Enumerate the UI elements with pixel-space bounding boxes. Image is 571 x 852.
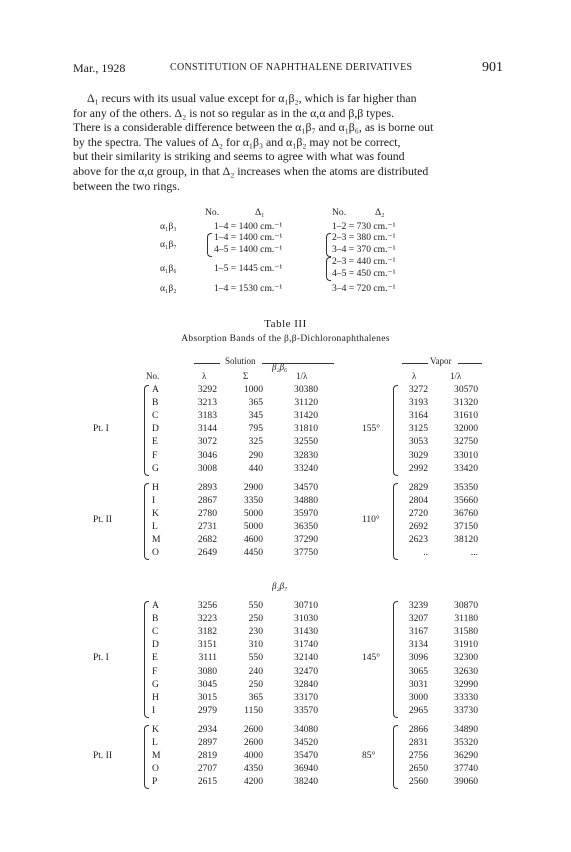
cell-inv-lambda-vapor: 31320 (454, 397, 478, 409)
temperature-label: 155° (362, 423, 381, 434)
cell-sigma: 795 (248, 423, 263, 435)
vapor-rule-right (458, 363, 482, 364)
row-id: L (152, 737, 158, 748)
cell-sigma: 550 (248, 652, 263, 664)
temperature-label: 145° (362, 652, 381, 663)
delta-label: α₁β₆ (160, 263, 177, 274)
body-paragraph (73, 91, 505, 193)
cell-inv-lambda: 31030 (294, 613, 318, 625)
row-id: F (152, 665, 158, 677)
cell-inv-lambda-vapor: 31580 (454, 626, 478, 638)
part-label: Pt. I (93, 423, 109, 434)
delta-value: 1–4 = 1400 cm.⁻¹ (214, 232, 283, 243)
part-label: Pt. II (93, 515, 112, 525)
brace (326, 233, 331, 257)
cell-lambda-vapor: 3031 (408, 678, 428, 690)
row-id: B (152, 613, 159, 625)
delta-col-d1: Δ₁ (255, 207, 265, 218)
cell-sigma: 4000 (243, 750, 263, 762)
cell-lambda-vapor: 3207 (408, 613, 428, 625)
delta-label: α₁β₃ (160, 221, 177, 232)
cell-lambda-vapor: 3065 (408, 665, 428, 677)
para-line: There is a considerable difference between the α₁β₇ and α₁β₆, as is borne out (73, 120, 434, 135)
cell-lambda: 3015 (197, 691, 217, 703)
cell-lambda: 3111 (198, 652, 217, 664)
delta-col-no2: No. (332, 207, 347, 218)
cell-lambda: 2867 (197, 494, 217, 506)
cell-lambda: 3046 (197, 449, 217, 461)
header-date: Mar., 1928 (73, 61, 126, 75)
delta-value: 1–5 = 1445 cm.⁻¹ (214, 263, 283, 274)
cell-lambda-vapor: 3239 (408, 600, 428, 611)
cell-inv-lambda-vapor: 33730 (454, 704, 478, 716)
cell-lambda-vapor: 3096 (408, 652, 428, 664)
cell-lambda: 2682 (197, 534, 217, 546)
cell-inv-lambda: 31740 (294, 639, 318, 651)
row-id: I (152, 494, 156, 506)
part-label: Pt. II (93, 750, 112, 761)
row-id: M (152, 750, 161, 762)
cell-lambda: 3151 (197, 639, 217, 651)
cell-inv-lambda-vapor: 30570 (454, 384, 478, 395)
cell-inv-lambda: 33570 (294, 704, 318, 716)
cell-lambda-vapor: 2866 (408, 723, 428, 735)
cell-lambda-vapor: 2650 (408, 763, 428, 775)
table-subtitle: Absorption Bands of the β,β-Dichloronaphthalenes (181, 334, 390, 344)
section-label: β₂β₇ (272, 581, 288, 591)
col-header-lambda: λ (202, 371, 207, 381)
row-id: B (152, 397, 159, 409)
cell-inv-lambda-vapor: 35660 (454, 494, 478, 506)
delta-label: α₁β₇ (160, 239, 177, 250)
cell-lambda: 2615 (197, 776, 217, 788)
cell-lambda: 2897 (197, 737, 217, 748)
cell-inv-lambda: 31420 (294, 410, 318, 422)
row-id: H (152, 481, 159, 493)
cell-sigma: 230 (248, 626, 263, 638)
cell-sigma: 440 (248, 462, 263, 474)
row-id: F (152, 449, 158, 461)
col-header-lambda-vapor: λ (412, 371, 417, 381)
cell-inv-lambda: 34880 (294, 494, 318, 506)
cell-sigma: 3350 (243, 494, 263, 506)
col-header-inv-lambda: 1/λ (296, 371, 308, 381)
cell-inv-lambda: 34520 (294, 737, 318, 748)
cell-lambda: 3008 (197, 462, 217, 474)
cell-inv-lambda-vapor: 32990 (454, 678, 478, 690)
cell-inv-lambda-vapor: 35350 (454, 481, 478, 493)
row-id: D (152, 423, 159, 435)
solution-rule-left (194, 363, 220, 364)
cell-inv-lambda: 30380 (294, 384, 318, 395)
row-id: M (152, 534, 161, 546)
solution-brace (144, 385, 149, 476)
cell-inv-lambda: 34570 (294, 481, 318, 493)
row-id: L (152, 521, 158, 532)
cell-inv-lambda-vapor: 32630 (454, 665, 478, 677)
cell-lambda: 2649 (197, 547, 217, 559)
cell-inv-lambda: 35470 (294, 750, 318, 762)
cell-lambda: 3144 (197, 423, 217, 435)
cell-lambda-vapor: 3167 (408, 626, 428, 638)
cell-lambda-vapor: 2831 (408, 737, 428, 748)
row-id: O (152, 547, 159, 559)
cell-lambda-vapor: 2756 (408, 750, 428, 762)
cell-lambda-vapor: 3029 (408, 449, 428, 461)
delta-value: 1–2 = 730 cm.⁻¹ (332, 221, 396, 232)
cell-lambda-vapor: 2560 (408, 776, 428, 788)
cell-inv-lambda-vapor: 37740 (454, 763, 478, 775)
cell-inv-lambda-vapor: 30870 (454, 600, 478, 611)
cell-sigma: 5000 (243, 507, 263, 519)
cell-lambda-vapor: 3272 (408, 384, 428, 395)
row-id: I (152, 704, 156, 716)
row-id: P (152, 776, 158, 788)
vapor-brace (393, 385, 398, 476)
vapor-label: Vapor (430, 356, 452, 366)
cell-lambda: 3223 (197, 613, 217, 625)
para-line: between the two rings. (73, 178, 180, 193)
cell-sigma: 4450 (243, 547, 263, 559)
cell-lambda-vapor: 3125 (408, 423, 428, 435)
cell-lambda-vapor: 3000 (408, 691, 428, 703)
cell-inv-lambda-vapor: 36760 (454, 507, 478, 519)
row-id: C (152, 626, 159, 638)
cell-lambda: 2934 (197, 723, 217, 735)
cell-sigma: 1150 (244, 704, 263, 716)
vapor-brace (393, 483, 398, 561)
cell-inv-lambda-vapor: ... (470, 547, 478, 559)
para-line: above for the α,α group, in that Δ₂ increases when the atoms are distributed (73, 163, 429, 178)
cell-inv-lambda: 31810 (294, 423, 318, 435)
row-id: C (152, 410, 159, 422)
cell-lambda: 3292 (197, 384, 217, 395)
cell-inv-lambda-vapor: 38120 (454, 534, 478, 546)
delta-value: 1–4 = 1530 cm.⁻¹ (214, 283, 283, 294)
cell-sigma: 2900 (243, 481, 263, 493)
row-id: D (152, 639, 159, 651)
cell-inv-lambda: 38240 (294, 776, 318, 788)
cell-inv-lambda: 32140 (294, 652, 318, 664)
cell-sigma: 250 (248, 678, 263, 690)
row-id: G (152, 678, 159, 690)
col-header-sigma: Σ (243, 371, 249, 381)
delta-value: 4–5 = 1400 cm.⁻¹ (214, 244, 283, 255)
delta-col-no1: No. (205, 207, 220, 218)
para-line: Δ₁ recurs with its usual value except for α₁β₂, which is far higher than (87, 91, 417, 105)
cell-lambda-vapor: 2965 (408, 704, 428, 716)
cell-inv-lambda: 32830 (294, 449, 318, 461)
row-id: A (152, 600, 159, 611)
cell-lambda-vapor: 2992 (408, 462, 428, 474)
cell-sigma: 4600 (243, 534, 263, 546)
cell-inv-lambda: 31430 (294, 626, 318, 638)
delta-value: 1–4 = 1400 cm.⁻¹ (214, 221, 283, 232)
solution-brace (144, 483, 149, 561)
cell-inv-lambda-vapor: 33330 (454, 691, 478, 703)
delta-label: α₁β₂ (160, 283, 177, 294)
cell-lambda: 3256 (197, 600, 217, 611)
cell-inv-lambda-vapor: 32750 (454, 436, 478, 448)
cell-sigma: 365 (248, 397, 263, 409)
row-id: A (152, 384, 159, 395)
cell-inv-lambda: 33170 (294, 691, 318, 703)
cell-inv-lambda: 32840 (294, 678, 318, 690)
col-header-no: No. (146, 371, 160, 381)
cell-inv-lambda-vapor: 33010 (454, 449, 478, 461)
row-id: E (152, 652, 158, 664)
cell-inv-lambda: 33240 (294, 462, 318, 474)
temperature-label: 85° (362, 750, 376, 761)
page-number: 901 (482, 60, 503, 75)
cell-sigma: 4200 (243, 776, 263, 788)
cell-lambda-vapor: 2692 (408, 521, 428, 532)
cell-inv-lambda: 36350 (294, 521, 318, 532)
para-line: but their similarity is striking and seems to agree with what was found (73, 149, 405, 164)
brace (207, 233, 212, 257)
row-id: G (152, 462, 159, 474)
cell-sigma: 5000 (243, 521, 263, 532)
cell-inv-lambda: 34080 (294, 723, 318, 735)
cell-sigma: 365 (248, 691, 263, 703)
cell-inv-lambda: 36940 (294, 763, 318, 775)
cell-sigma: 290 (248, 449, 263, 461)
delta-value: 2–3 = 440 cm.⁻¹ (332, 256, 396, 267)
cell-lambda: 3045 (197, 678, 217, 690)
cell-inv-lambda-vapor: 39060 (454, 776, 478, 788)
cell-lambda: 3080 (197, 665, 217, 677)
cell-inv-lambda-vapor: 33420 (454, 462, 478, 474)
cell-sigma: 240 (248, 665, 263, 677)
cell-lambda-vapor: .. (423, 547, 428, 559)
vapor-rule-left (402, 363, 428, 364)
vapor-brace (393, 601, 398, 718)
brace (326, 257, 331, 281)
delta-value: 4–5 = 450 cm.⁻¹ (332, 268, 396, 279)
para-line: for any of the others. Δ₂ is not so regular as in the α,α and β,β types. (73, 105, 395, 120)
cell-sigma: 250 (248, 613, 263, 625)
cell-inv-lambda-vapor: 32000 (454, 423, 478, 435)
cell-sigma: 325 (248, 436, 263, 448)
part-label: Pt. I (93, 652, 109, 663)
vapor-brace (393, 725, 398, 790)
row-id: K (152, 507, 159, 519)
cell-inv-lambda: 35970 (294, 507, 318, 519)
cell-lambda-vapor: 2720 (408, 507, 428, 519)
cell-lambda: 2819 (197, 750, 217, 762)
cell-inv-lambda-vapor: 32300 (454, 652, 478, 664)
solution-brace (144, 601, 149, 718)
row-id: K (152, 723, 159, 735)
table-title: Table III (264, 318, 307, 330)
cell-inv-lambda: 31120 (294, 397, 318, 409)
cell-lambda: 3183 (197, 410, 217, 422)
cell-inv-lambda: 37750 (294, 547, 318, 559)
cell-lambda: 2979 (197, 704, 217, 716)
cell-lambda: 2731 (197, 521, 217, 532)
cell-sigma: 1000 (243, 384, 263, 395)
cell-lambda: 2780 (197, 507, 217, 519)
cell-lambda-vapor: 3053 (408, 436, 428, 448)
para-line: by the spectra. The values of Δ₂ for α₁β₃ and α₁β₂ may not be correct, (73, 134, 401, 149)
cell-inv-lambda-vapor: 31610 (454, 410, 478, 422)
solution-brace (144, 725, 149, 790)
row-id: E (152, 436, 158, 448)
cell-inv-lambda: 32550 (294, 436, 318, 448)
delta-value: 3–4 = 720 cm.⁻¹ (332, 283, 396, 294)
row-id: H (152, 691, 159, 703)
cell-inv-lambda: 37290 (294, 534, 318, 546)
cell-sigma: 2600 (243, 737, 263, 748)
cell-lambda: 3182 (197, 626, 217, 638)
cell-inv-lambda: 30710 (294, 600, 318, 611)
cell-lambda-vapor: 3134 (408, 639, 428, 651)
cell-lambda: 2893 (197, 481, 217, 493)
cell-inv-lambda: 32470 (294, 665, 318, 677)
solution-label: Solution (225, 356, 256, 366)
delta-col-d2: Δ₂ (375, 207, 385, 218)
cell-inv-lambda-vapor: 36290 (454, 750, 478, 762)
delta-value: 3–4 = 370 cm.⁻¹ (332, 244, 396, 255)
cell-sigma: 550 (248, 600, 263, 611)
row-id: O (152, 763, 159, 775)
cell-sigma: 310 (248, 639, 263, 651)
cell-lambda-vapor: 2623 (408, 534, 428, 546)
cell-lambda: 3213 (197, 397, 217, 409)
cell-inv-lambda-vapor: 31910 (454, 639, 478, 651)
cell-inv-lambda-vapor: 34890 (454, 723, 478, 735)
cell-lambda: 3072 (197, 436, 217, 448)
delta-value: 2–3 = 380 cm.⁻¹ (332, 232, 396, 243)
cell-lambda-vapor: 2829 (408, 481, 428, 493)
cell-sigma: 4350 (243, 763, 263, 775)
cell-lambda: 2707 (197, 763, 217, 775)
temperature-label: 110° (362, 515, 380, 525)
cell-sigma: 345 (248, 410, 263, 422)
header-title: CONSTITUTION OF NAPHTHALENE DERIVATIVES (170, 62, 413, 73)
col-header-inv-lambda-vapor: 1/λ (450, 371, 462, 381)
section-label: β₂β₆ (272, 362, 288, 372)
cell-lambda-vapor: 3164 (408, 410, 428, 422)
cell-lambda-vapor: 2804 (408, 494, 428, 506)
cell-inv-lambda-vapor: 35320 (454, 737, 478, 748)
cell-sigma: 2600 (243, 723, 263, 735)
cell-lambda-vapor: 3193 (408, 397, 428, 409)
cell-inv-lambda-vapor: 37150 (454, 521, 478, 532)
cell-inv-lambda-vapor: 31180 (454, 613, 478, 625)
